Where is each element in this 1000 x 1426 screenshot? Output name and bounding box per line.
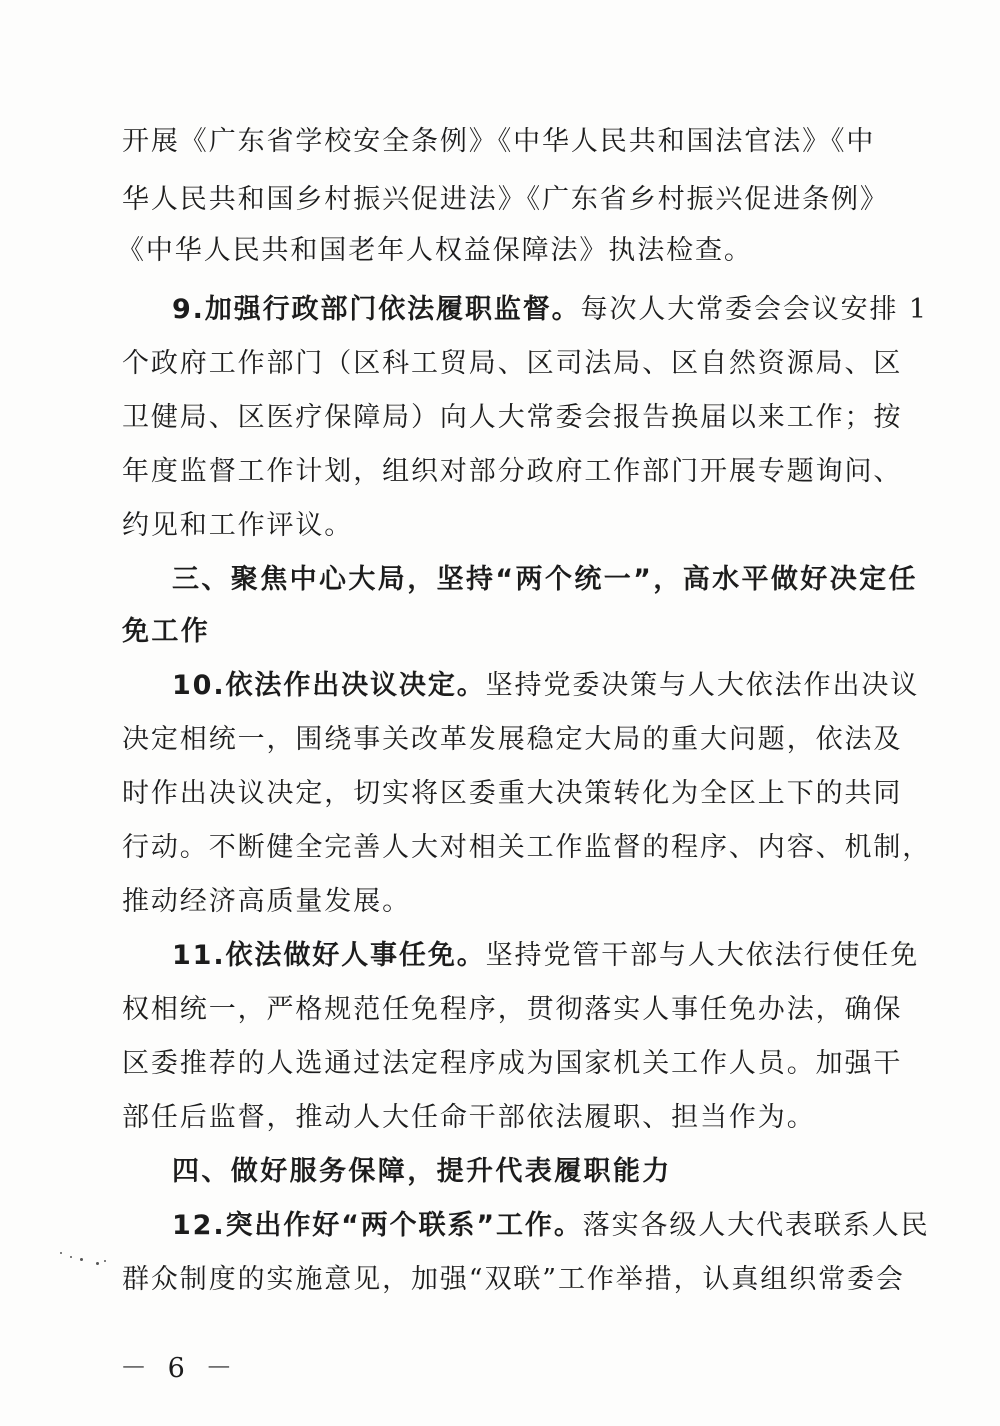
paragraph-12-text: 落实各级人大代表联系人民 xyxy=(582,1210,930,1241)
paragraph-11-text: 坚持党管干部与人大依法行使任免 xyxy=(485,940,920,971)
body-text-line: 群众制度的实施意见，加强“双联”工作举措，认真组织常委会 xyxy=(122,1264,905,1295)
page-number: － 6 － xyxy=(120,1353,239,1384)
paragraph-9-text: 每次人大常委会会议安排 1 xyxy=(580,294,929,325)
section-heading-3: 三、聚焦中心大局，坚持“两个统一”，高水平做好决定任 xyxy=(172,564,918,595)
scan-speck xyxy=(70,1256,72,1258)
body-text-line: 华人民共和国乡村振兴促进法》《广东省乡村振兴促进条例》 xyxy=(122,184,889,215)
body-text-line: 时作出决议决定，切实将区委重大决策转化为全区上下的共同 xyxy=(122,778,903,809)
body-text-line: 年度监督工作计划，组织对部分政府工作部门开展专题询问、 xyxy=(122,456,903,487)
scan-speck xyxy=(96,1262,99,1265)
scan-speck xyxy=(80,1258,83,1261)
scan-speck xyxy=(60,1252,62,1254)
body-text-line: 部任后监督，推动人大任命干部依法履职、担当作为。 xyxy=(122,1102,816,1133)
paragraph-9-first-line xyxy=(172,292,929,328)
paragraph-11-first-line xyxy=(172,938,920,974)
body-text-line: 行动。不断健全完善人大对相关工作监督的程序、内容、机制， xyxy=(122,832,932,863)
paragraph-12-first-line xyxy=(172,1208,930,1244)
body-text-line: 个政府工作部门（区科工贸局、区司法局、区自然资源局、区 xyxy=(122,348,903,379)
body-text-line: 区委推荐的人选通过法定程序成为国家机关工作人员。加强干 xyxy=(122,1048,903,1079)
paragraph-10-text: 坚持党委决策与人大依法作出决议 xyxy=(485,670,920,701)
paragraph-11-heading: 11.依法做好人事任免。 xyxy=(172,940,486,971)
section-heading-4: 四、做好服务保障，提升代表履职能力 xyxy=(172,1156,672,1187)
scan-speck xyxy=(104,1260,106,1262)
section-heading-3-cont: 免工作 xyxy=(122,616,211,647)
paragraph-10-first-line xyxy=(172,668,920,704)
paragraph-9-heading: 9.加强行政部门依法履职监督。 xyxy=(172,294,581,325)
body-text-line: 权相统一，严格规范任免程序，贯彻落实人事任免办法，确保 xyxy=(122,994,903,1025)
body-text-line: 《中华人民共和国老年人权益保障法》执法检查。 xyxy=(117,235,753,266)
body-text-line: 卫健局、区医疗保障局）向人大常委会报告换届以来工作；按 xyxy=(122,402,903,433)
body-text-line: 决定相统一，围绕事关改革发展稳定大局的重大问题，依法及 xyxy=(122,724,903,755)
paragraph-12-heading: 12.突出作好“两个联系”工作。 xyxy=(172,1210,583,1241)
body-text-line: 开展《广东省学校安全条例》《中华人民共和国法官法》《中 xyxy=(122,126,876,157)
body-text-line: 推动经济高质量发展。 xyxy=(122,886,411,917)
paragraph-10-heading: 10.依法作出决议决定。 xyxy=(172,670,486,701)
body-text-line: 约见和工作评议。 xyxy=(122,510,354,541)
